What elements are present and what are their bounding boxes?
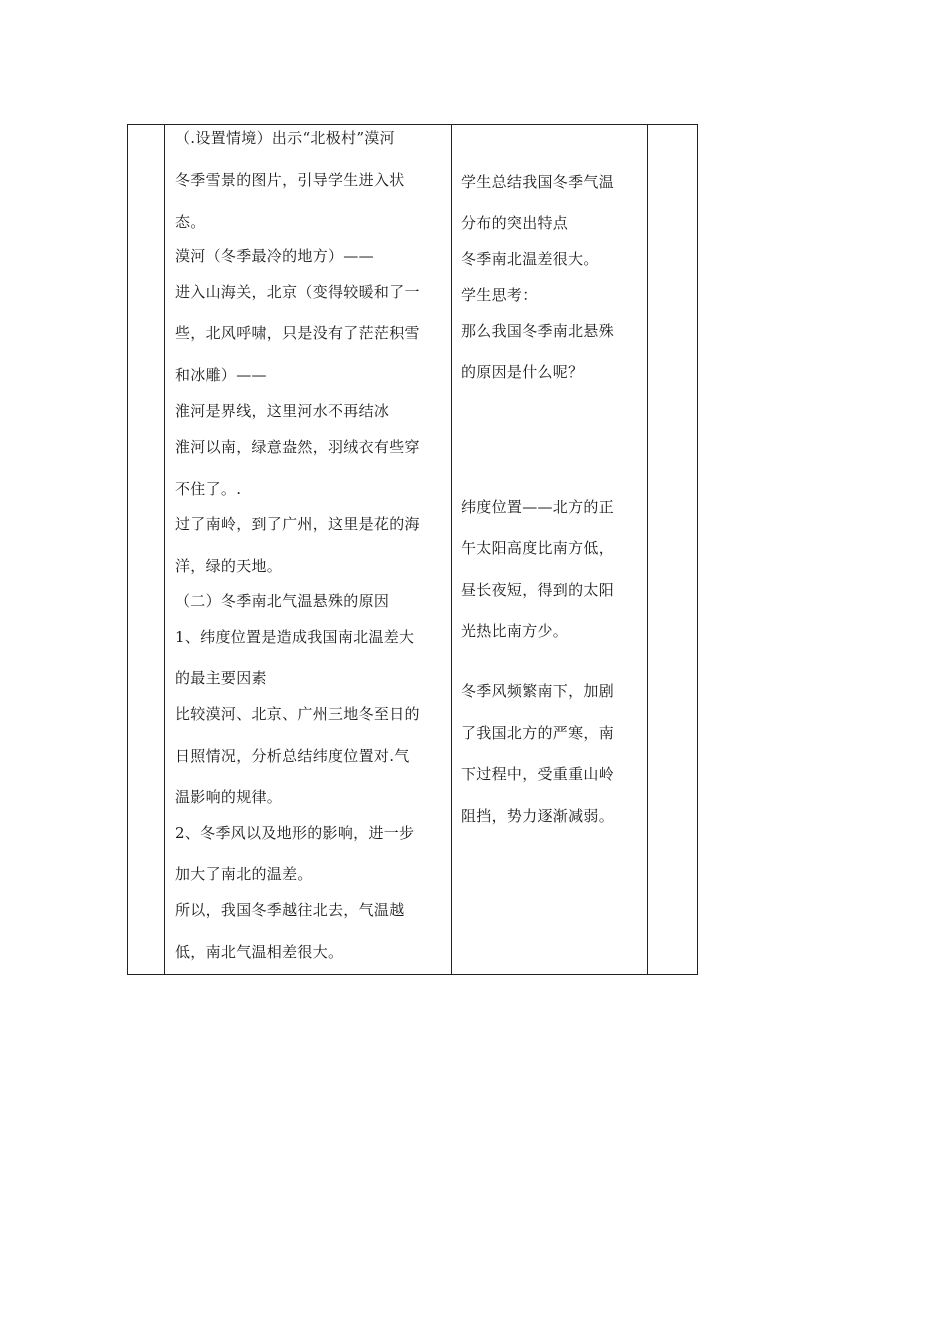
activity-line: 了我国北方的严寒，南 <box>461 724 615 742</box>
activity-line: 阻挡，势力逐渐减弱。 <box>461 807 615 825</box>
lesson-plan-table <box>127 124 698 975</box>
content-line: 比较漠河、北京、广州三地冬至日的 <box>175 705 420 723</box>
content-line: 温影响的规律。 <box>175 788 283 806</box>
activity-line: 分布的突出特点 <box>461 214 569 232</box>
content-line: 冬季雪景的图片，引导学生进入状 <box>175 171 405 189</box>
column-divider-2 <box>451 125 452 974</box>
activity-line: 午太阳高度比南方低， <box>461 539 615 557</box>
content-line: 淮河以南，绿意盎然，羽绒衣有些穿 <box>175 438 420 456</box>
content-line: 态。 <box>175 213 206 231</box>
content-line: 和冰雕）—— <box>175 366 267 384</box>
content-line: 淮河是界线，这里河水不再结冰 <box>175 402 390 420</box>
column-divider-1 <box>164 125 165 974</box>
column-divider-3 <box>647 125 648 974</box>
activity-line: 那么我国冬季南北悬殊 <box>461 322 615 340</box>
content-line: 不住了。. <box>175 480 242 498</box>
content-line: 进入山海关，北京（变得较暖和了一 <box>175 283 420 301</box>
content-line: 日照情况，分析总结纬度位置对.气 <box>175 747 410 765</box>
content-line: 低，南北气温相差很大。 <box>175 943 344 961</box>
activity-line: 下过程中，受重重山岭 <box>461 765 615 783</box>
section-heading: （二）冬季南北气温悬殊的原因 <box>175 592 390 610</box>
content-line: 加大了南北的温差。 <box>175 865 313 883</box>
content-line: 些，北风呼啸，只是没有了茫茫积雪 <box>175 324 420 342</box>
activity-line: 纬度位置——北方的正 <box>461 498 615 516</box>
activity-line: 昼长夜短，得到的太阳 <box>461 581 615 599</box>
content-line: 2、冬季风以及地形的影响，进一步 <box>175 824 415 842</box>
content-line: 所以，我国冬季越往北去，气温越 <box>175 901 405 919</box>
content-line: 1、纬度位置是造成我国南北温差大 <box>175 628 415 646</box>
activity-line: 冬季南北温差很大。 <box>461 250 599 268</box>
activity-line: 学生总结我国冬季气温 <box>461 173 615 191</box>
activity-line: 冬季风频繁南下，加剧 <box>461 682 615 700</box>
content-line: （.设置情境）出示“北极村”漠河 <box>175 129 395 147</box>
activity-line: 光热比南方少。 <box>461 622 569 640</box>
content-line: 过了南岭，到了广州，这里是花的海 <box>175 515 420 533</box>
content-line: 洋，绿的天地。 <box>175 557 283 575</box>
content-line: 漠河（冬季最冷的地方）—— <box>175 247 374 265</box>
content-line: 的最主要因素 <box>175 669 267 687</box>
activity-line: 学生思考： <box>461 286 538 304</box>
activity-line: 的原因是什么呢？ <box>461 363 584 381</box>
